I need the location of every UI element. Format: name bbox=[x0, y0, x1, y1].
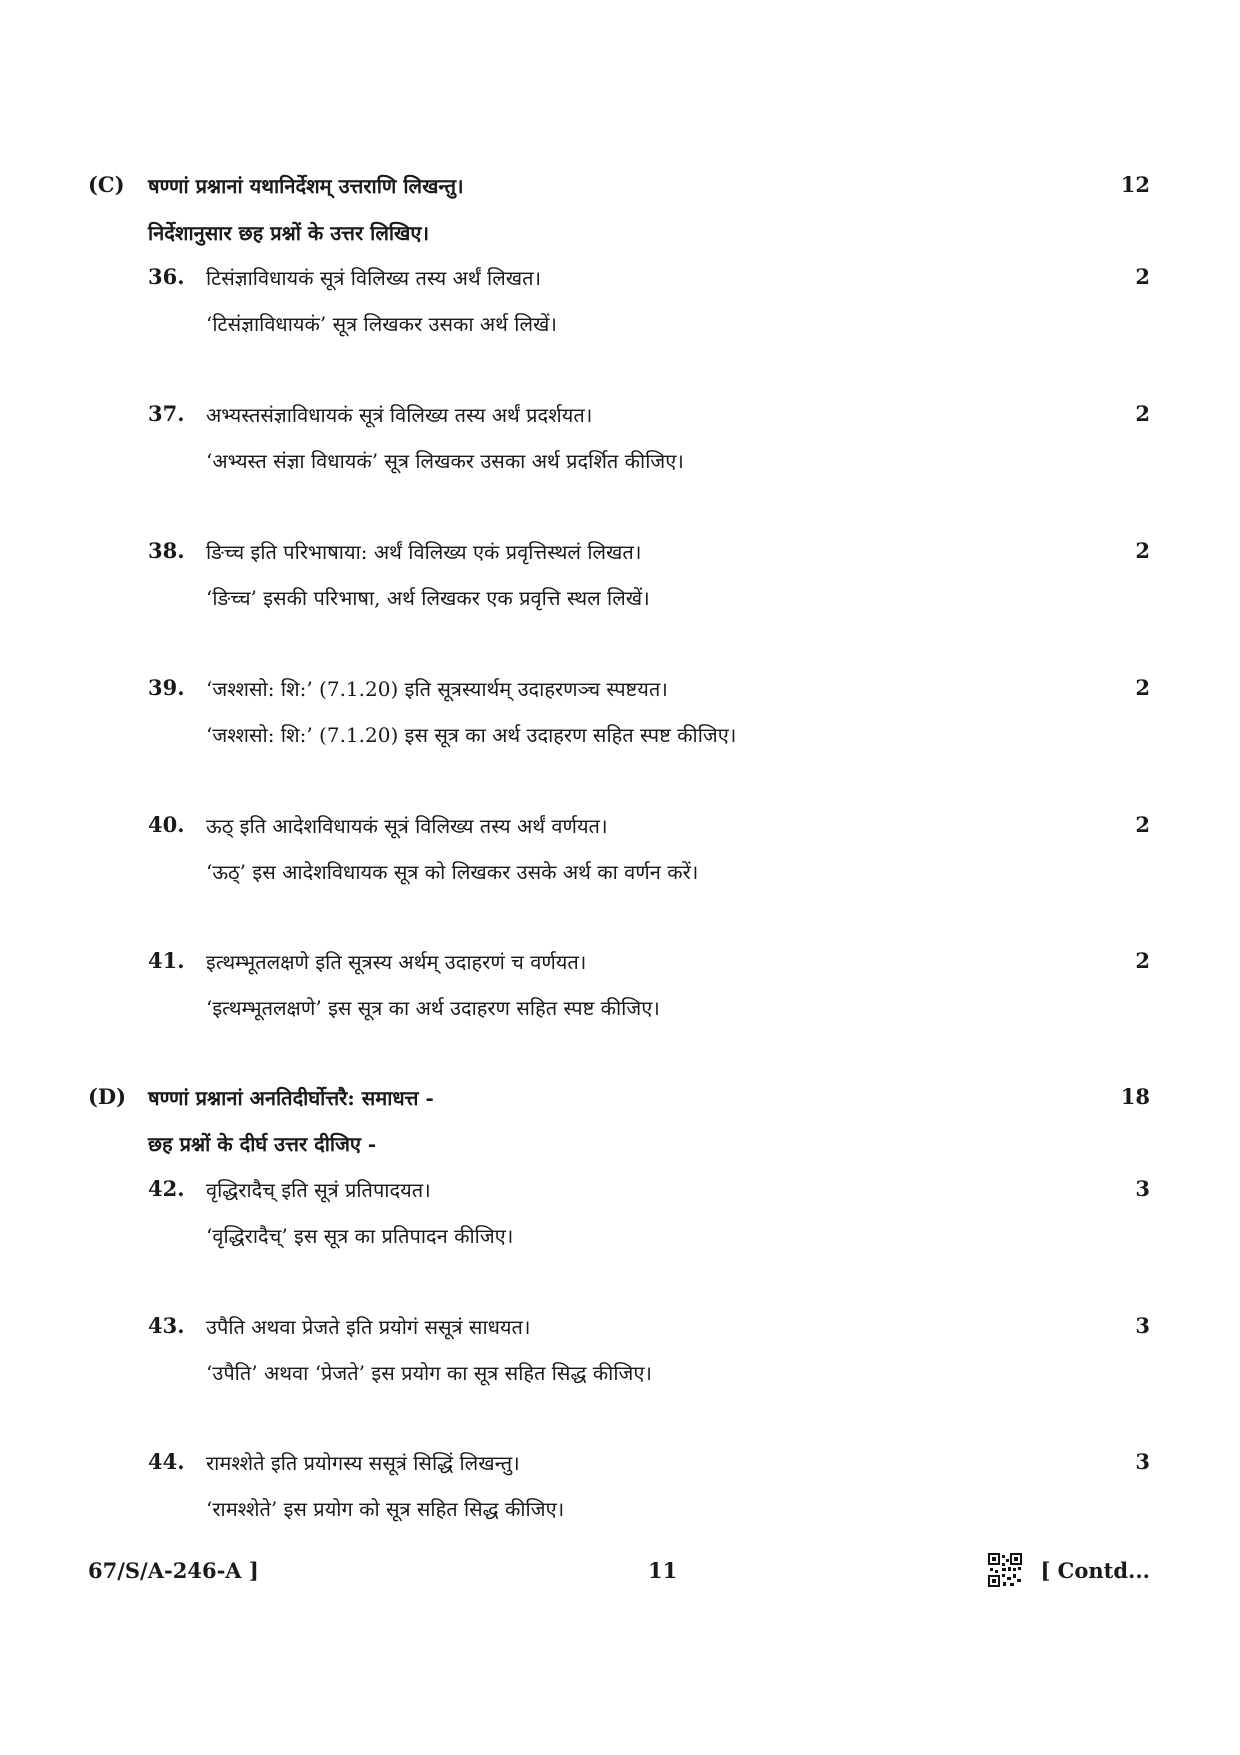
question-number: 36. bbox=[148, 264, 185, 289]
question-number: 40. bbox=[148, 812, 185, 837]
question-number: 43. bbox=[148, 1313, 185, 1338]
question-text-hindi: ‘अभ्यस्त संज्ञा विधायकं’ सूत्र लिखकर उसका अर्थ प्रदर्शित कीजिए। bbox=[206, 449, 684, 473]
question-number: 42. bbox=[148, 1176, 185, 1201]
section-d-instruction-sanskrit: षण्णां प्रश्नानां अनतिदीर्घोत्तरै: समाधत्त - bbox=[148, 1086, 434, 1110]
question-text-hindi: ‘ऊठ्’ इस आदेशविधायक सूत्र को लिखकर उसके अर्थ का वर्णन करें। bbox=[206, 860, 699, 884]
question-marks: 3 bbox=[1135, 1313, 1150, 1338]
question-text-sanskrit: ऊठ् इति आदेशविधायकं सूत्रं विलिख्य तस्य अर्थं वर्णयत। bbox=[206, 814, 608, 838]
question-text-hindi: ‘रामश्शेते’ इस प्रयोग को सूत्र सहित सिद्ध कीजिए। bbox=[206, 1497, 565, 1521]
question-text-hindi: ‘वृद्धिरादैच्’ इस सूत्र का प्रतिपादन कीजिए। bbox=[206, 1224, 514, 1248]
question-number: 44. bbox=[148, 1449, 185, 1474]
question-marks: 2 bbox=[1135, 264, 1150, 289]
section-c-instruction-hindi: निर्देशानुसार छह प्रश्नों के उत्तर लिखिए। bbox=[148, 221, 430, 245]
question-text-sanskrit: टिसंज्ञाविधायकं सूत्रं विलिख्य तस्य अर्थं लिखत। bbox=[206, 266, 542, 290]
question-marks: 2 bbox=[1135, 401, 1150, 426]
question-text-hindi: ‘जश्शसो: शि:’ (7.1.20) इस सूत्र का अर्थ उदाहरण सहित स्पष्ट कीजिए। bbox=[206, 723, 737, 747]
question-text-sanskrit: ङिच्च इति परिभाषाया: अर्थं विलिख्य एकं प्रवृत्तिस्थलं लिखत। bbox=[206, 540, 642, 564]
question-marks: 2 bbox=[1135, 538, 1150, 563]
continued-label: [ Contd... bbox=[1040, 1558, 1150, 1583]
question-text-hindi: ‘उपैति’ अथवा ‘प्रेजते’ इस प्रयोग का सूत्र सहित सिद्ध कीजिए। bbox=[206, 1361, 652, 1385]
question-text-hindi: ‘टिसंज्ञाविधायकं’ सूत्र लिखकर उसका अर्थ लिखें। bbox=[206, 312, 557, 336]
question-number: 38. bbox=[148, 538, 185, 563]
question-text-sanskrit: वृद्धिरादैच् इति सूत्रं प्रतिपादयत। bbox=[206, 1178, 431, 1202]
section-c-label: (C) bbox=[88, 172, 125, 197]
question-text-sanskrit: ‘जश्शसो: शि:’ (7.1.20) इति सूत्रस्यार्थम् उदाहरणञ्च स्पष्टयत। bbox=[206, 677, 668, 701]
question-marks: 3 bbox=[1135, 1176, 1150, 1201]
qr-code-icon bbox=[988, 1553, 1022, 1587]
question-text-hindi: ‘ङिच्च’ इसकी परिभाषा, अर्थ लिखकर एक प्रवृत्ति स्थल लिखें। bbox=[206, 586, 650, 610]
question-text-sanskrit: अभ्यस्तसंज्ञाविधायकं सूत्रं विलिख्य तस्य अर्थं प्रदर्शयत। bbox=[206, 403, 593, 427]
section-c-marks: 12 bbox=[1120, 172, 1150, 197]
question-number: 39. bbox=[148, 675, 185, 700]
section-d-instruction-hindi: छह प्रश्नों के दीर्घ उत्तर दीजिए - bbox=[148, 1132, 377, 1156]
question-text-sanskrit: उपैति अथवा प्रेजते इति प्रयोगं ससूत्रं साधयत। bbox=[206, 1315, 531, 1339]
question-number: 37. bbox=[148, 401, 185, 426]
question-number: 41. bbox=[148, 948, 185, 973]
question-text-sanskrit: इत्थम्भूतलक्षणे इति सूत्रस्य अर्थम् उदाहरणं च वर्णयत। bbox=[206, 950, 587, 974]
section-c-instruction-sanskrit: षण्णां प्रश्नानां यथानिर्देशम् उत्तराणि लिखन्तु। bbox=[148, 174, 464, 198]
page-number: 11 bbox=[648, 1558, 678, 1583]
question-marks: 2 bbox=[1135, 948, 1150, 973]
section-d-label: (D) bbox=[88, 1084, 127, 1109]
paper-code: 67/S/A-246-A ] bbox=[88, 1558, 259, 1583]
question-text-sanskrit: रामश्शेते इति प्रयोगस्य ससूत्रं सिद्धिं लिखन्तु। bbox=[206, 1451, 520, 1475]
question-marks: 2 bbox=[1135, 812, 1150, 837]
question-marks: 2 bbox=[1135, 675, 1150, 700]
question-text-hindi: ‘इत्थम्भूतलक्षणे’ इस सूत्र का अर्थ उदाहरण सहित स्पष्ट कीजिए। bbox=[206, 996, 660, 1020]
section-d-marks: 18 bbox=[1120, 1084, 1150, 1109]
question-marks: 3 bbox=[1135, 1449, 1150, 1474]
